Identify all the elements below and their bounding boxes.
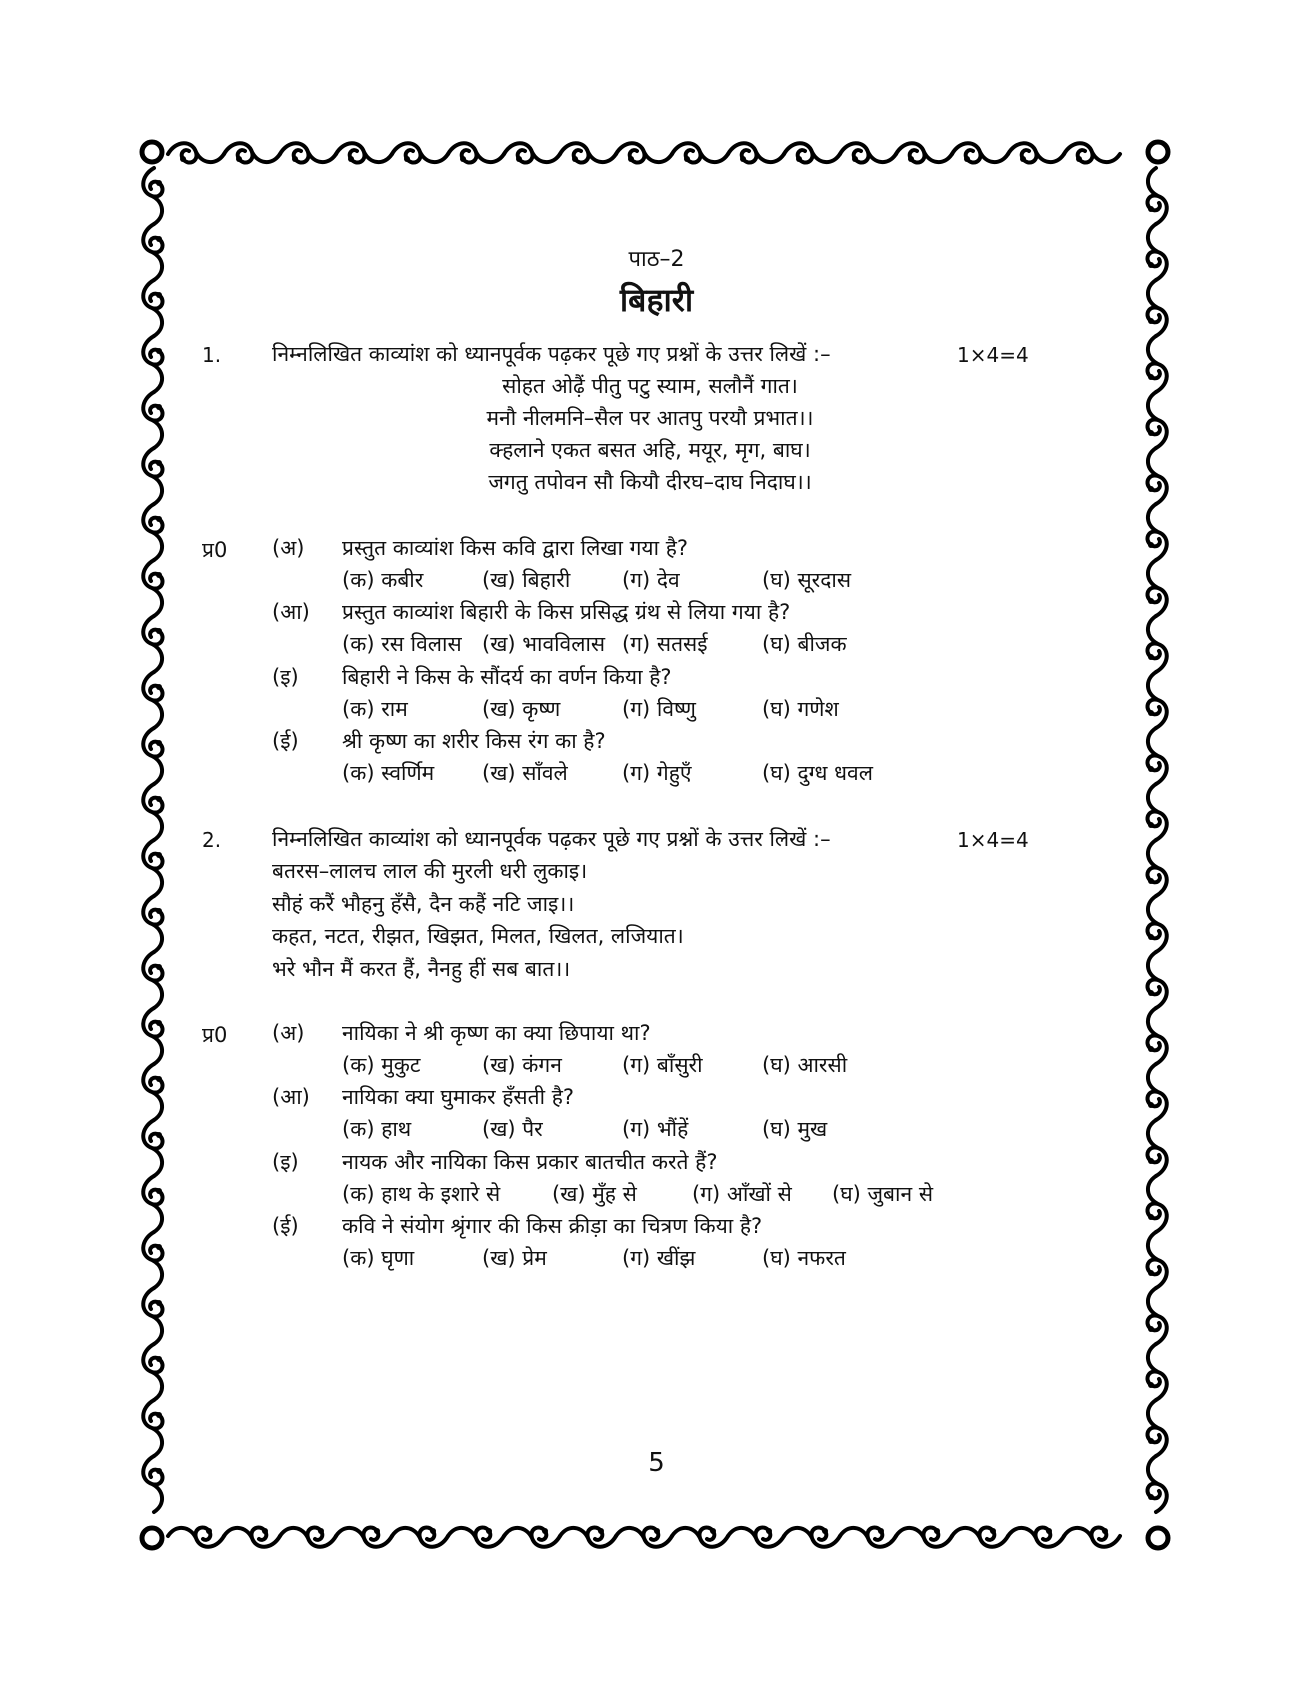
question-text: प्रस्तुत काव्यांश किस कवि द्वारा लिखा गया है?	[342, 536, 689, 560]
option: (ग) बाँसुरी	[622, 1053, 703, 1077]
option: (ख) साँवले	[482, 761, 568, 785]
question-label: (ई)	[272, 729, 299, 753]
option: (ग) विष्णु	[622, 697, 696, 721]
option: (क) हाथ के इशारे से	[342, 1182, 501, 1206]
option: (ग) आँखों से	[692, 1182, 792, 1206]
option: (घ) दुग्ध धवल	[762, 761, 873, 785]
question-text: प्रस्तुत काव्यांश बिहारी के किस प्रसिद्ध ग्रंथ से लिया गया है?	[342, 600, 791, 624]
option: (घ) आरसी	[762, 1053, 848, 1077]
section-1-instruction: निम्नलिखित काव्यांश को ध्यानपूर्वक पढ़कर पूछे गए प्रश्नों के उत्तर लिखें :–	[272, 342, 831, 366]
option: (ग) देव	[622, 568, 680, 592]
question-text: कवि ने संयोग श्रृंगार की किस क्रीड़ा का चित्रण किया है?	[342, 1214, 763, 1238]
option: (घ) बीजक	[762, 632, 847, 656]
section-1-verse-line: क्हलाने एकत बसत अहि, मयूर, मृग, बाघ।	[489, 438, 811, 462]
option: (ख) मुँह से	[552, 1182, 637, 1206]
lesson-title: बिहारी	[619, 281, 694, 319]
option: (घ) सूरदास	[762, 568, 852, 592]
section-2-verse-line: भरे भौन मैं करत हैं, नैनहु हीं सब बात।।	[272, 957, 571, 981]
option: (क) मुकुट	[342, 1053, 421, 1077]
option: (ग) गेहुएँ	[622, 761, 692, 785]
section-1-number: 1.	[202, 343, 222, 367]
section-2-verse-line: कहत, नटत, रीझत, खिझत, मिलत, खिलत, लजियात।	[272, 924, 684, 948]
option: (क) रस विलास	[342, 632, 462, 656]
option: (क) घृणा	[342, 1246, 415, 1270]
option: (ग) सतसई	[622, 632, 708, 656]
option: (ग) भौंहें	[622, 1117, 689, 1141]
section-2-marks: 1×4=4	[957, 828, 1029, 852]
section-2-instruction: निम्नलिखित काव्यांश को ध्यानपूर्वक पढ़कर पूछे गए प्रश्नों के उत्तर लिखें :–	[272, 827, 831, 851]
option: (ख) कृष्ण	[482, 697, 561, 721]
option: (घ) मुख	[762, 1117, 828, 1141]
option: (क) हाथ	[342, 1117, 412, 1141]
option: (ख) कंगन	[482, 1053, 562, 1077]
question-text: श्री कृष्ण का शरीर किस रंग का है?	[342, 729, 606, 753]
question-text: नायिका क्या घुमाकर हँसती है?	[342, 1085, 575, 1109]
question-text: नायक और नायिका किस प्रकार बातचीत करते हैं?	[342, 1150, 718, 1174]
option: (ख) पैर	[482, 1117, 543, 1141]
section-2-number: 2.	[202, 828, 222, 852]
option: (क) कबीर	[342, 568, 424, 592]
question-label: (इ)	[272, 1150, 299, 1174]
section-1-marks: 1×4=4	[957, 343, 1029, 367]
question-text: बिहारी ने किस के सौंदर्य का वर्णन किया है?	[342, 665, 672, 689]
question-label: (अ)	[272, 536, 305, 560]
section-2-verse-line: सौहं करैं भौहनु हँसै, दैन कहैं नटि जाइ।।	[272, 892, 575, 916]
question-label: (अ)	[272, 1021, 305, 1045]
prashn-label: प्र0	[202, 1023, 228, 1047]
option: (घ) गणेश	[762, 697, 839, 721]
page-number: 5	[648, 1448, 665, 1478]
section-1-verse-line: मनौ नीलमनि–सैल पर आतपु परयौ प्रभात।।	[486, 406, 814, 430]
question-label: (ई)	[272, 1214, 299, 1238]
option: (ख) बिहारी	[482, 568, 571, 592]
question-text: नायिका ने श्री कृष्ण का क्या छिपाया था?	[342, 1021, 651, 1045]
prashn-label: प्र0	[202, 538, 228, 562]
section-1-verse-line: सोहत ओढ़ैं पीतु पटु स्याम, सलौनैं गात।	[502, 374, 798, 398]
option: (ख) प्रेम	[482, 1246, 547, 1270]
section-1-verse-line: जगतु तपोवन सौ कियौ दीरघ–दाघ निदाघ।।	[488, 470, 812, 494]
option: (घ) जुबान से	[832, 1182, 934, 1206]
option: (क) स्वर्णिम	[342, 761, 435, 785]
question-label: (आ)	[272, 600, 310, 624]
lesson-number: पाठ–2	[628, 247, 685, 272]
question-label: (आ)	[272, 1085, 310, 1109]
question-label: (इ)	[272, 665, 299, 689]
option: (ख) भावविलास	[482, 632, 606, 656]
section-2-verse-line: बतरस–लालच लाल की मुरली धरी लुकाइ।	[272, 859, 588, 883]
option: (क) राम	[342, 697, 408, 721]
option: (घ) नफरत	[762, 1246, 846, 1270]
option: (ग) खींझ	[622, 1246, 696, 1270]
